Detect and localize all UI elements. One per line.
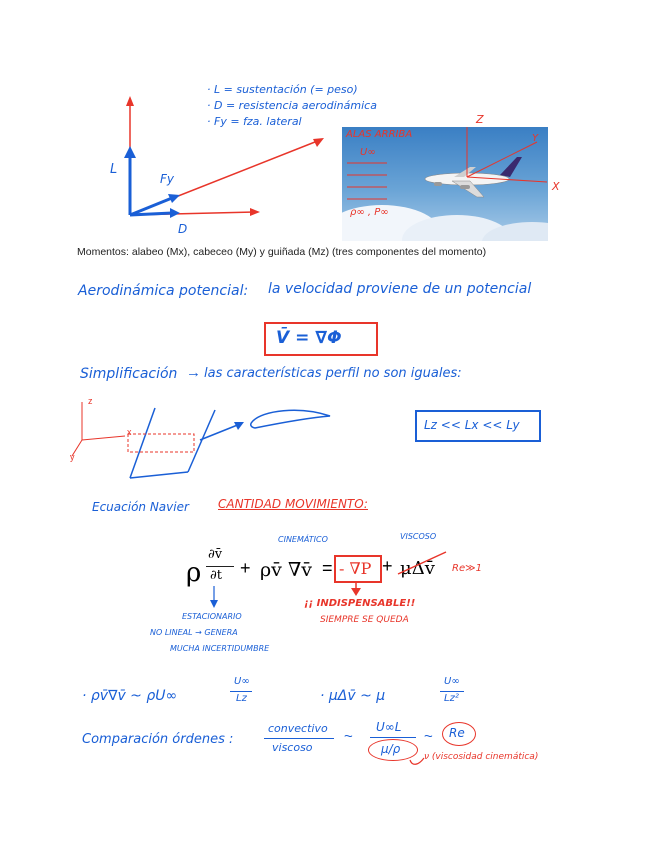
ns-plus2: +	[382, 556, 393, 576]
potential-formula: V̄ = ∇Φ	[276, 328, 342, 348]
comparison-den: viscoso	[272, 741, 313, 754]
note-estacionario: ESTACIONARIO	[182, 612, 242, 621]
photo-z-label: Z	[476, 113, 484, 126]
ns-grad-p: - ∇P	[339, 559, 372, 578]
ns-conv: ρv̄ ∇v̄	[260, 559, 312, 581]
photo-x-label: X	[552, 180, 560, 193]
scale-relation: Lz << Lx << Ly	[424, 418, 520, 432]
note-indispensable: ¡¡ INDISPENSABLE!!	[304, 598, 416, 609]
photo-u-label: U∞	[360, 147, 376, 158]
ns-plus1: +	[240, 558, 251, 578]
potential-heading: Aerodinámica potencial:	[78, 283, 249, 299]
comparison-heading: Comparación órdenes :	[82, 732, 234, 747]
comparison-tilde2: ~	[424, 728, 433, 745]
comparison-frac-num: U∞L	[376, 720, 402, 734]
axis-x-label: x	[127, 427, 132, 437]
comparison-note: ν (viscosidad cinemática)	[424, 752, 539, 762]
ns-rho: ρ	[186, 558, 202, 588]
legend-lift: · L = sustentación (= peso)	[207, 83, 358, 96]
ns-re: Re≫1	[452, 563, 482, 574]
note-incertidumbre: MUCHA INCERTIDUMBRE	[170, 644, 270, 653]
order-left-den: Lz	[236, 693, 247, 704]
simplification-text: las características perfil no son iguales:	[204, 366, 462, 381]
comparison-num: convectivo	[268, 722, 328, 735]
ns-dv: ∂v̄	[208, 547, 223, 562]
order-right: · μΔv̄ ~ μ	[320, 688, 386, 704]
comparison-frac-den: μ/ρ	[381, 742, 401, 756]
ns-heading: Ecuación Navier	[92, 500, 189, 514]
simplification-heading: Simplificación	[80, 366, 178, 382]
label-L: L	[110, 162, 118, 177]
order-right-num: U∞	[444, 676, 460, 687]
note-no-lineal: NO LINEAL → GENERA	[150, 628, 238, 637]
ns-visc: μΔv̄	[400, 558, 435, 579]
ns-eq: =	[322, 558, 333, 578]
label-cinematico: CINEMÁTICO	[278, 535, 328, 544]
order-left: · ρv̄∇v̄ ~ ρU∞	[82, 688, 178, 704]
photo-caption: ALAS ARRIBA	[346, 129, 413, 140]
axis-z-label: z	[88, 396, 93, 406]
photo-y-label: Y	[532, 133, 539, 144]
label-Fy: Fy	[160, 172, 175, 186]
simplification-arrow: →	[186, 364, 201, 381]
moments-line: Momentos: alabeo (Mx), cabeceo (My) y guiñada (Mz) (tres componentes del momento)	[77, 246, 487, 258]
axis-y-label: y	[70, 452, 75, 462]
ns-underlined: CANTIDAD MOVIMIENTO:	[218, 497, 368, 511]
potential-text: la velocidad proviene de un potencial	[268, 281, 532, 297]
ns-dt: ∂t	[210, 568, 222, 583]
comparison-re: Re	[449, 726, 465, 740]
photo-rho-label: ρ∞ , P∞	[350, 207, 389, 218]
label-viscoso: VISCOSO	[400, 532, 437, 541]
comparison-tilde1: ~	[344, 728, 353, 745]
order-right-den: Lz²	[444, 693, 459, 704]
legend-side: · Fy = fza. lateral	[207, 115, 302, 128]
note-siempre: SIEMPRE SE QUEDA	[320, 615, 409, 625]
order-left-num: U∞	[234, 676, 250, 687]
label-D: D	[178, 222, 188, 236]
legend-drag: · D = resistencia aerodinámica	[207, 99, 377, 112]
